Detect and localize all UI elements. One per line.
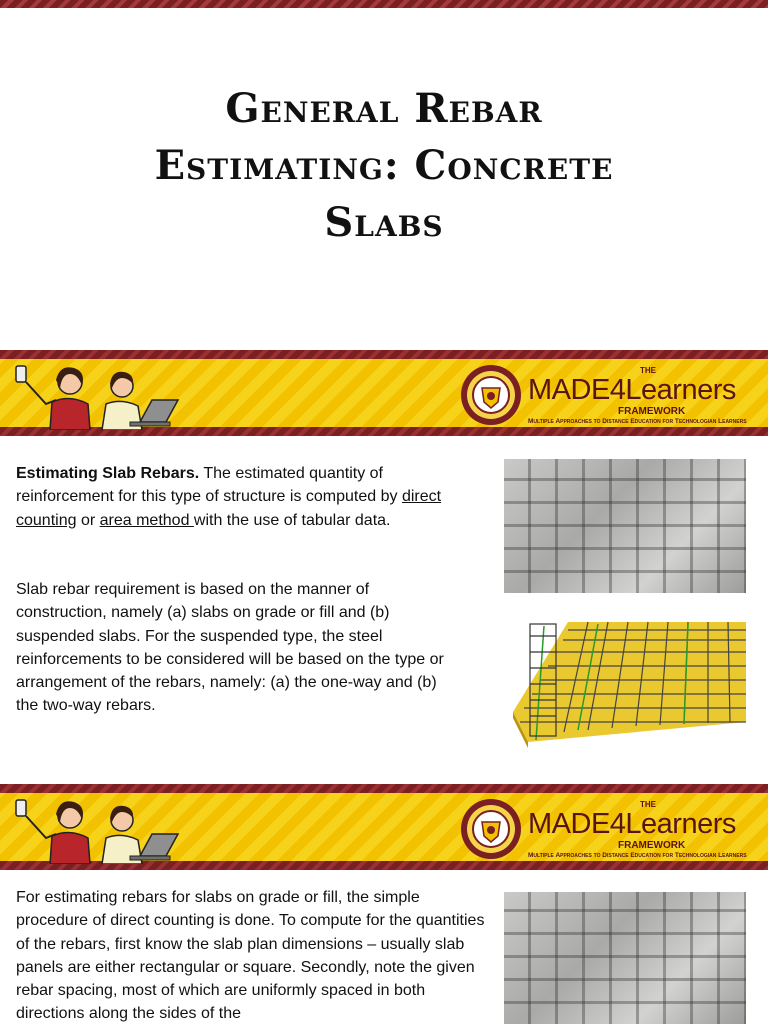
rebar-mesh-photo-2 <box>504 892 746 1024</box>
people-icon <box>12 794 182 864</box>
section1-heading: Estimating Slab Rebars. <box>16 465 200 482</box>
university-seal-icon <box>460 798 522 860</box>
rebar-mesh-photo <box>504 459 746 593</box>
section2-paragraph-1: For estimating rebars for slabs on grade or fill, the simple procedure of direct counting is done. To compute for the quantities of the rebars, first know the slab plan dimensions – usually slab panels are either rectangular or square. Secondly, note the given rebar spacing, most of which are uniformly spaced in both directions along the sides of the <box>16 889 485 1023</box>
logo-tagline: Multiple Approaches to Distance Education for Technologian Learners <box>528 852 747 859</box>
title-line-2: Estimating: Concrete <box>154 142 614 189</box>
logo-name: MADE4Learners <box>528 374 736 406</box>
people-icon <box>12 360 182 430</box>
logo-framework: FRAMEWORK <box>618 840 686 851</box>
top-stripe <box>0 0 768 8</box>
university-seal-icon <box>460 364 522 426</box>
section1-paragraph-2: Slab rebar requirement is based on the manner of construction, namely (a) slabs on grade or fill and (b) suspended slabs. For the suspended type, the steel reinforcements to be considered will be based on the type or arrangement of the rebars, namely: (a) the one-way and (b) the two-way rebars. <box>16 581 444 715</box>
made4learners-logo <box>528 364 760 428</box>
logo-the: THE <box>640 800 656 809</box>
section1-paragraph-1: Estimating Slab Rebars. The estimated quantity of reinforcement for this type of structure is computed by direct counting or area method with the use of tabular data. <box>16 465 442 529</box>
area-method-link: area method <box>99 511 194 529</box>
direct-counting-link: direct counting <box>16 488 442 529</box>
made4learners-logo-2 <box>528 798 760 862</box>
title-line-1: General Rebar <box>225 85 543 132</box>
logo-framework: FRAMEWORK <box>618 406 686 417</box>
slab-rebar-diagram <box>508 612 748 748</box>
logo-tagline: Multiple Approaches to Distance Education for Technologian Learners <box>528 418 747 425</box>
banner-header <box>0 350 768 436</box>
title-line-3: Slabs <box>324 199 444 246</box>
page-title <box>60 80 708 251</box>
logo-the: THE <box>640 366 656 375</box>
logo-name: MADE4Learners <box>528 808 736 840</box>
banner-header-2 <box>0 784 768 870</box>
